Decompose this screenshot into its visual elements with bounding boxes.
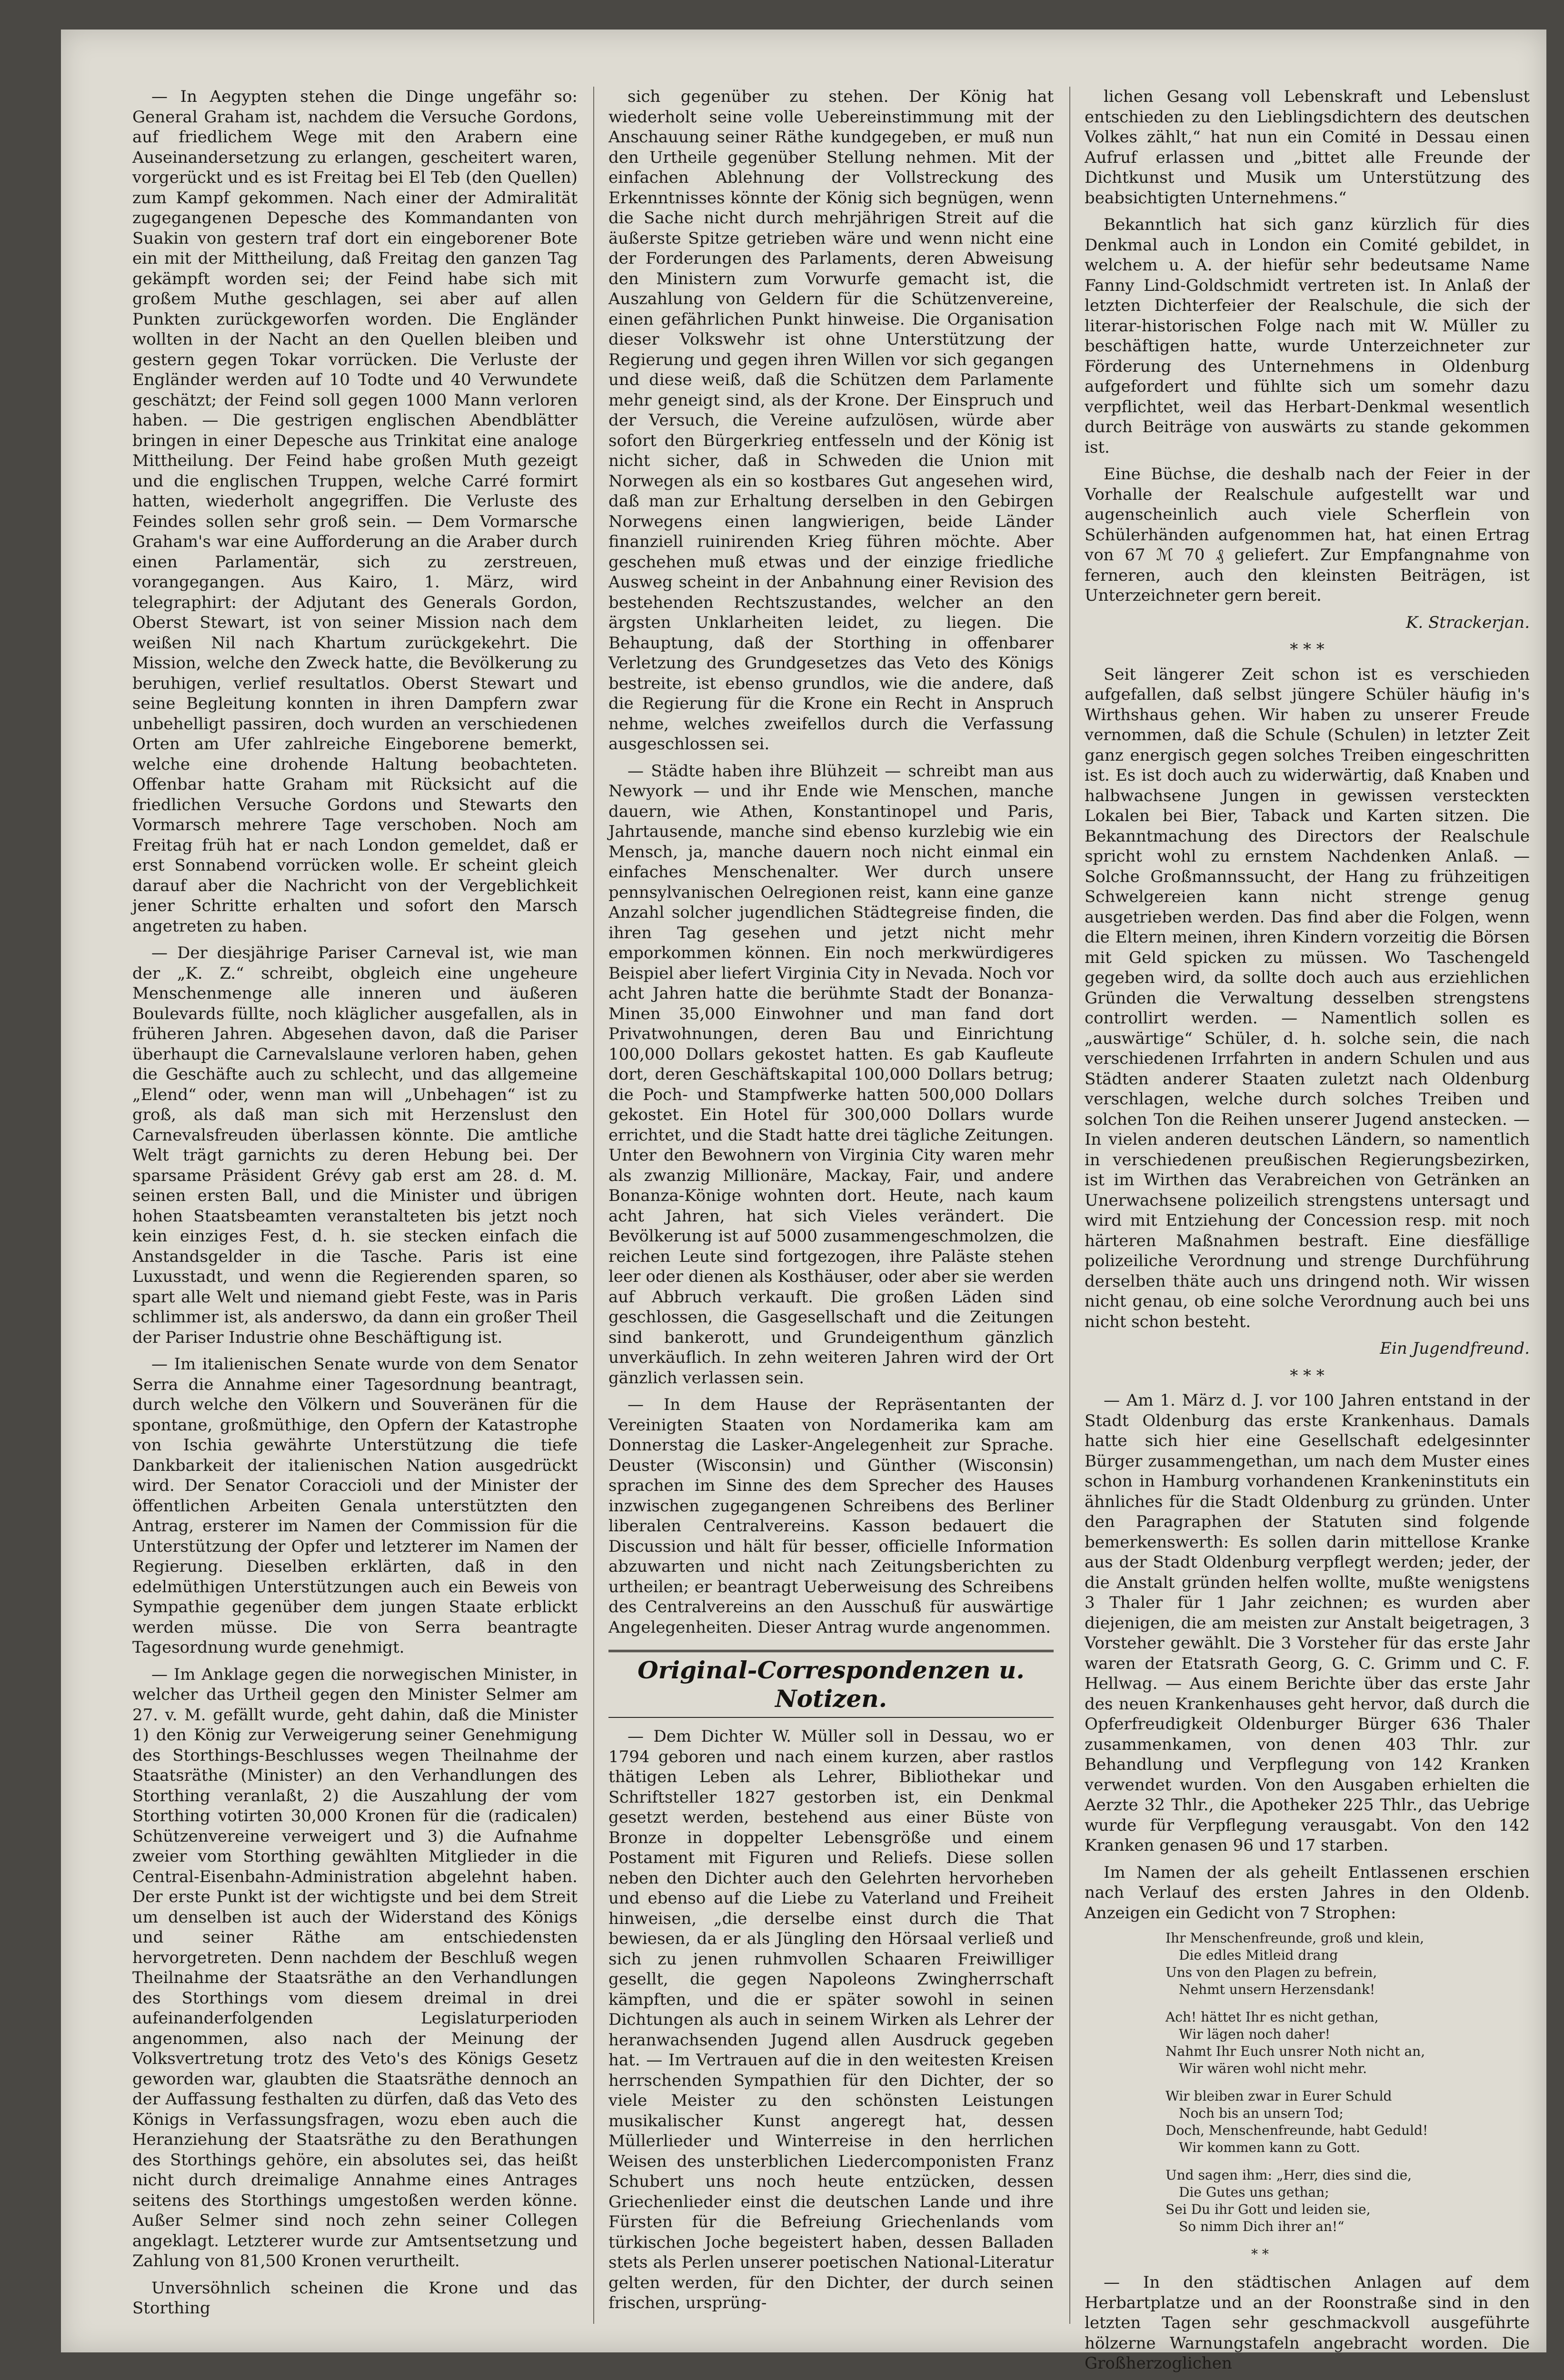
column-right: [1085, 87, 1530, 2380]
poem-stanza: [1166, 2167, 1530, 2235]
poem-line: Wir kommen kann zu Gott.: [1179, 2140, 1360, 2155]
poem-line: Sei Du ihr Gott und leiden sie,: [1166, 2202, 1371, 2217]
poem-line: Die Gutes uns gethan;: [1179, 2184, 1329, 2200]
poem-line: Wir bleiben zwar in Eurer Schuld: [1166, 2088, 1392, 2104]
poem-line: Wir wären wohl nicht mehr.: [1179, 2061, 1367, 2076]
column-divider: [593, 87, 594, 2324]
poem-stanza: [1166, 2009, 1530, 2077]
article-italienischer-senat: — Im italienischen Senate wurde von dem Senator Serra die Annahme einer Tagesordnung beantragt, durch welche den Völkern und Souveränen für die spontane, großmüthige, den Opfern der Katastrophe von Ischia gewährte Unterstützung die tiefe Dankbarkeit der italienischen Nation ausgedrückt wird. Der Senator Coraccioli und der Minister der öffentlichen Arbeiten Genala unterstützten den Antrag, ersterer im Namen der Commission für die Unterstützung der Opfer und letzterer im Namen der Regierung. Dieselben erklärten, daß in den edelmüthigen Unterstützungen auch ein Beweis von Sympathie gegenüber dem jungen Staate erblickt werden müsse. Die von Serra beantragte Tagesordnung wurde genehmigt.: [132, 1355, 578, 1657]
poem-line: Doch, Menschenfreunde, habt Geduld!: [1166, 2122, 1428, 2138]
article-aegypten: — In Aegypten stehen die Dinge ungefähr so: General Graham ist, nachdem die Versuche Gordons, auf friedlichem Wege mit den Arabern eine Auseinandersetzung zu erlangen, gescheitert waren, vorgerückt und es ist Freitag bei El Teb (den Quellen) zum Kampf gekommen. Nach einer der Admiralität zugegangenen Depesche des Kommandanten von Suakin von gestern traf dort ein eingeborener Bote ein mit der Mittheilung, daß Freitag den ganzen Tag gekämpft worden sei; der Feind habe sich mit großem Muthe geschlagen, sei aber auf allen Punkten zurückgeworfen worden. Die Engländer wollten in der Nacht an den Quellen bleiben und gestern gegen Tokar vorrücken. Die Verluste der Engländer werden auf 10 Todte und 40 Verwundete geschätzt; der Feind soll gegen 1000 Mann verloren haben. — Die gestrigen englischen Abendblätter bringen in einer Depesche aus Trinkitat eine analoge Mittheilung. Der Feind habe großen Muth gezeigt und die englischen Truppen, welche Carré formirt hatten, wiederholt angegriffen. Die Verluste des Feindes sollen sehr groß sein. — Dem Vormarsche Graham's war eine Aufforderung an die Araber durch einen Parlamentär, sich zu zerstreuen, vorangegangen. Aus Kairo, 1. März, wird telegraphirt: der Adjutant des Generals Gordon, Oberst Stewart, ist von seiner Mission nach dem weißen Nil nach Khartum zurückgekehrt. Die Mission, welche den Zweck hatte, die Bevölkerung zu beruhigen, verlief resultatlos. Oberst Stewart und seine Begleitung konnten in ihren Dampfern zwar unbehelligt passiren, doch wurden an verschiedenen Orten am Ufer zahlreiche Eingeborene bemerkt, welche eine drohende Haltung beobachteten. Offenbar hatte Graham mit Rücksicht auf die friedlichen Versuche Gordons und Stewarts den Vormarsch mehrere Tage verschoben. Noch am Freitag früh hat er nach London gemeldet, daß er erst Sonnabend vorrücken wolle. Er scheint gleich darauf aber die Nachricht von der Vergeblichkeit jener Schritte erhalten und sofort den Marsch angetreten zu haben.: [132, 87, 578, 936]
signature-jugendfreund: Ein Jugendfreund.: [1380, 1339, 1530, 1358]
newspaper-page: [61, 30, 1546, 2373]
article-warnungstafeln: — In den städtischen Anlagen auf dem Herbartplatze und an der Roonstraße sind in den letzten Tagen sehr geschmackvoll ausgeführte hölzerne Warnungstafeln angebracht worden. Die Großherzoglichen: [1085, 2273, 1530, 2373]
poem-stanza: [1166, 2088, 1530, 2156]
poem-line: Ach! hättet Ihr es nicht gethan,: [1166, 2009, 1379, 2025]
article-mueller-continued: lichen Gesang voll Lebenskraft und Lebenslust entschieden zu den Lieblingsdichtern des deutschen Volkes zählt,“ hat nun ein Comité in Dessau einen Aufruf erlassen und „bittet alle Freunde der Dichtkunst und Musik um Unterstützung des beabsichtigten Unternehmens.“: [1085, 87, 1530, 208]
column-divider: [1069, 87, 1070, 2324]
poem-line: Nahmt Ihr Euch unsrer Noth nicht an,: [1166, 2043, 1425, 2059]
poem-line: So nimm Dich ihrer an!“: [1179, 2219, 1345, 2234]
article-wirthshaus: Seit längerer Zeit schon ist es verschieden aufgefallen, daß selbst jüngere Schüler häufig in's Wirthshaus gehen. Wir haben zu unserer Freude vernommen, daß die Schule (Schulen) in letzter Zeit ganz energisch gegen solches Treiben eingeschritten ist. Es ist doch auch zu widerwärtig, daß Knaben und halbwachsene Jungen in gewissen versteckten Lokalen bei Bier, Taback und Karten sitzen. Die Bekanntmachung des Directors der Realschule spricht wohl zu ernstem Nachdenken Anlaß. — Solche Großmannssucht, der Hang zu frühzeitigen Schwelgereien kann nicht strenge genug ausgetrieben werden. Das find aber die Folgen, wenn die Eltern meinen, ihren Kindern vorzeitig die Börsen mit Geld spicken zu müssen. Wo Taschengeld gegeben wird, da sollte doch auch aus erziehlichen Gründen die Verwaltung desselben strengstens controllirt werden. — Namentlich sollen es „auswärtige“ Schüler, d. h. solche sein, die nach verschiedenen Irrfahrten in andern Schulen und aus Städten anderer Staaten zuletzt nach Oldenburg verschlagen, welche durch solches Treiben und solchen Ton die Reihen unserer Jugend anstecken. — In vielen anderen deutschen Ländern, so namentlich in verschiedenen preußischen Regierungsbezirken, ist im Wirthen das Verabreichen von Getränken an Unerwachsene polizeilich strengstens untersagt und wird mit Entziehung der Concession resp. mit noch härteren Maßnahmen bestraft. Eine diesfällige polizeiliche Verordnung und strenge Durchführung derselben thäte auch uns dringend noth. Wir wissen nicht genau, ob eine solche Verordnung auch bei uns nicht schon besteht.: [1085, 664, 1530, 1331]
poem-stanza: [1166, 1930, 1530, 1998]
column-left: [132, 87, 578, 2325]
poem-line: Ihr Menschenfreunde, groß und klein,: [1166, 1930, 1425, 1946]
article-buechse: Eine Büchse, die deshalb nach der Feier in der Vorhalle der Realschule aufgestellt war und augenscheinlich auch viele Scherflein von Schülerhänden aufgenommen hat, hat einen Ertrag von 67 ℳ 70 ₰ geliefert. Zur Empfangnahme von ferneren, auch den kleinsten Beiträgen, ist Unterzeichneter gern bereit.: [1085, 465, 1530, 605]
article-lasker-angelegenheit: — In dem Hause der Repräsentanten der Vereinigten Staaten von Nordamerika kam am Donnerstag die Lasker-Angelegenheit zur Sprache. Deuster (Wisconsin) und Günther (Wisconsin) sprachen im Sinne des dem Sprecher des Hauses inzwischen zugegangenen Schreibens des Berliner liberalen Centralvereins. Kasson bedauert die Discussion und hält für besser, officielle Information abzuwarten und nicht nach Zeitungsberichten zu urtheilen; er beantragt Ueberweisung des Schreibens des Centralvereins an den Ausschuß für auswärtige Angelegenheiten. Dieser Antrag wurde angenommen.: [608, 1395, 1054, 1637]
poem-line: Die edles Mitleid drang: [1179, 1947, 1338, 1963]
article-norwegische-minister: — Im Anklage gegen die norwegischen Minister, in welcher das Urtheil gegen den Minister Selmer am 27. v. M. gefällt wurde, geht dahin, daß die Minister 1) den König zur Verweigerung seiner Genehmigung des Storthings-Beschlusses wegen Theilnahme der Staatsräthe (Minister) an den Verhandlungen des Storthing veranlaßt, 2) die Auszahlung der vom Storthing votirten 30,000 Kronen für die (radicalen) Schützenvereine verweigert und 3) die Aufnahme zweier vom Storthing gewählten Mitglieder in die Central-Eisenbahn-Administration abgelehnt haben. Der erste Punkt ist der wichtigste und bei dem Streit um denselben ist auch der Widerstand des Königs und seiner Räthe am entschiedensten hervorgetreten. Denn nachdem der Beschluß wegen Theilnahme der Staatsräthe an den Verhandlungen des Storthings vom diesem dreimal in drei aufeinanderfolgenden Legislaturperioden angenommen, also nach der Meinung der Volksvertretung trotz des Veto's des Königs Gesetz geworden war, glaubten die Staatsräthe dennoch an der Auffassung festhalten zu dürfen, daß das Veto des Königs in Verfassungsfragen, wozu eben auch die Heranziehung der Staatsräthe zu den Berathungen des Storthings gehöre, ein absolutes sei, das heißt nicht durch dreimalige Annahme eines Antrages seitens des Storthings umgestoßen werden könne. Außer Selmer sind noch zehn seiner Collegen angeklagt. Letzterer wurde zur Amtsentsetzung und Zahlung von 81,500 Kronen verurtheilt.: [132, 1665, 578, 2271]
poem-line: Noch bis an unsern Tod;: [1179, 2105, 1344, 2121]
article-continuation: Unversöhnlich scheinen die Krone und das Storthing: [132, 2278, 578, 2318]
signature-strackerjan: K. Strackerjan.: [1405, 613, 1530, 632]
article-staedte-blühzeit: — Städte haben ihre Blühzeit — schreibt man aus Newyork — und ihr Ende wie Menschen, manche dauern, wie Athen, Konstantinopel und Paris, Jahrtausende, manche sind ebenso kurzlebig wie ein Mensch, ja, manche dauern noch nicht einmal ein einfaches Menschenalter. Wer durch unsere pennsylvanischen Oelregionen reist, kann eine ganze Anzahl solcher jugendlichen Städtegreise finden, die ihren Tag gesehen und jetzt nicht mehr emporkommen können. Ein noch merkwürdigeres Beispiel aber liefert Virginia City in Nevada. Noch vor acht Jahren hatte die berühmte Stadt der Bonanza-Minen 35,000 Einwohner und man fand dort Privatwohnungen, deren Bau und Einrichtung 100,000 Dollars gekostet hatten. Es gab Kaufleute dort, deren Geschäftskapital 100,000 Dollars betrug; die Poch- und Stampfwerke hatten 500,000 Dollars gekostet. Ein Hotel für 300,000 Dollars wurde errichtet, und die Stadt hatte drei tägliche Zeitungen. Unter den Bewohnern von Virginia City waren mehr als zwanzig Millionäre, Mackay, Fair, und andere Bonanza-Könige wohnten dort. Heute, nach kaum acht Jahren, hat sich Vieles verändert. Die Bevölkerung ist auf 5000 zusammengeschmolzen, die reichen Leute sind fortgezogen, ihre Paläste stehen leer oder dienen als Kosthäuser, oder aber sie werden auf Abbruch verkauft. Die großen Läden sind geschlossen, die Gasgesellschaft und die Zeitungen sind bankerott, und Grundeigenthum gänzlich unverkäuflich. In zehn weiteren Jahren wird der Ort gänzlich verlassen sein.: [608, 761, 1054, 1388]
column-middle: [608, 87, 1054, 2320]
article-gedicht-intro: Im Namen der als geheilt Entlassenen erschien nach Verlauf des ersten Jahres in den Oldenb. Anzeigen ein Gedicht von 7 Strophen:: [1085, 1863, 1530, 1923]
section-heading: Original-Correspondenzen u. Notizen.: [608, 1650, 1054, 1718]
article-pariser-carneval: — Der diesjährige Pariser Carneval ist, wie man der „K. Z.“ schreibt, obgleich eine ungeheure Menschenmenge alle inneren und äußeren Boulevards füllte, noch kläglicher ausgefallen, als in früheren Jahren. Abgesehen davon, daß die Pariser überhaupt die Carnevalslaune verloren haben, gehen die Geschäfte auch zu schlecht, und das allgemeine „Elend“ oder, wenn man will „Unbehagen“ ist zu groß, als daß man sich mit Herzenslust den Carnevalsfreuden überlassen könnte. Die amtliche Welt trägt garnichts zu deren Hebung bei. Der sparsame Präsident Grévy gab erst am 28. d. M. seinen ersten Ball, und die Minister und übrigen hohen Staatsbeamten veranstalteten bis jetzt noch kein einziges Fest, d. h. sie stecken einfach die Anstandsgelder in die Tasche. Paris ist eine Luxusstadt, und wenn die Regierenden sparen, so spart alle Welt und niemand giebt Feste, was in Paris schlimmer ist, als anderswo, da dann ein großer Theil der Pariser Industrie ohne Beschäftigung ist.: [132, 943, 578, 1347]
separator-stars: * * *: [1290, 1366, 1325, 1385]
poem: [1166, 1930, 1530, 2263]
separator-stars: * * *: [1290, 640, 1325, 659]
poem-line: Wir lägen noch daher!: [1179, 2026, 1330, 2042]
poem-separator-stars: * *: [1251, 2246, 1269, 2262]
article-dichter-mueller: — Dem Dichter W. Müller soll in Dessau, wo er 1794 geboren und nach einem kurzen, aber rastlos thätigen Leben als Lehrer, Bibliothekar und Schriftsteller 1827 gestorben ist, ein Denkmal gesetzt werden, bestehend aus einer Büste von Bronze in doppelter Lebensgröße und einem Postament mit Figuren und Reliefs. Diese sollen neben den Dichter auch den Gelehrten hervorheben und ebenso auf die Liebe zu Vaterland und Freiheit hinweisen, „die derselbe einst durch die That bewiesen, da er als Jüngling den Hörsaal verließ und sich zu jenen ruhmvollen Schaaren Freiwilliger gesellt, die gegen Napoleons Zwingherrschaft kämpften, und die er später sowohl in seinen Dichtungen als auch in seinem Wirken als Lehrer der heranwachsenden Jugend allen Ausdruck gegeben hat. — Im Vertrauen auf die in den weitesten Kreisen herrschenden Sympathien für den Dichter, der so viele Meister zu den schönsten Leistungen musikalischer Kunst angeregt hat, dessen Müllerlieder und Winterreise in den herrlichen Weisen des unsterblichen Liedercomponisten Franz Schubert uns noch heute entzücken, dessen Griechenlieder einst die deutschen Lande und ihre Fürsten für die Befreiung Griechenlands vom türkischen Joche begeistert haben, dessen Balladen stets als Perlen unserer poetischen National-Literatur gelten werden, für den Dichter, der durch seinen frischen, ursprüng-: [608, 1727, 1054, 2312]
article-denkmal-london: Bekanntlich hat sich ganz kürzlich für dies Denkmal auch in London ein Comité gebildet, in welchem u. A. der hiefür sehr bedeutsame Name Fanny Lind-Goldschmidt vertreten ist. In Anlaß der letzten Dichterfeier der Realschule, die sich der literar-historischen Folge nach mit W. Müller zu beschäftigen hatte, wurde Unterzeichneter zur Förderung des Unternehmens in Oldenburg aufgefordert und fühlte sich um somehr dazu verpflichtet, weil das Herbart-Denkmal wesentlich durch Beiträge von auswärts zu stande gekommen ist.: [1085, 215, 1530, 457]
poem-line: Uns von den Plagen zu befrein,: [1166, 1964, 1377, 1980]
poem-line: Nehmt unsern Herzensdank!: [1179, 1982, 1375, 1997]
poem-line: Und sagen ihm: „Herr, dies sind die,: [1166, 2167, 1412, 2183]
article-krankenhaus: — Am 1. März d. J. vor 100 Jahren entstand in der Stadt Oldenburg das erste Krankenhaus. Damals hatte sich hier eine Gesellschaft edelgesinnter Bürger zusammengethan, um nach dem Muster eines schon in Hamburg vorhandenen Krankeninstituts ein ähnliches für die Stadt Oldenburg zu gründen. Unter den Paragraphen der Statuten sind folgende bemerkenswerth: Es sollen darin mittellose Kranke aus der Stadt Oldenburg verpflegt werden; jeder, der die Anstalt gründen helfen wollte, mußte wenigstens 3 Thaler für 1 Jahr zeichnen; es wurden aber diejenigen, die am meisten zur Anstalt beigetragen, 3 Vorsteher gewählt. Die 3 Vorsteher für das erste Jahr waren der Etatsrath Georg, G. C. Grimm und C. F. Hellwag. — Aus einem Berichte über das erste Jahr des neuen Krankenhauses geht hervor, daß durch die Opferfreudigkeit Oldenburger Bürger 636 Thaler zusammenkamen, von denen 403 Thlr. zur Behandlung und Verpflegung von 142 Kranken verwendet wurden. Von den Ausgaben erhielten die Aerzte 32 Thlr., die Apotheker 225 Thlr., das Uebrige wurde für Verpflegung verausgabt. Von den 142 Kranken genasen 96 und 17 starben.: [1085, 1391, 1530, 1855]
article-norwegen-continued: sich gegenüber zu stehen. Der König hat wiederholt seine volle Uebereinstimmung mit der Anschauung seiner Räthe kundgegeben, er muß nun den Urtheile gegenüber Stellung nehmen. Mit der einfachen Ablehnung der Vollstreckung des Erkenntnisses könnte der König sich begnügen, wenn die Sache nicht durch mehrjährigen Streit auf die äußerste Spitze getrieben wäre und wenn nicht eine der Forderungen des Parlaments, deren Abweisung den Ministern zum Vorwurfe gemacht ist, die Auszahlung von Geldern für die Schützenvereine, einen gefährlichen Punkt hinweise. Die Organisation dieser Volkswehr ist ohne Unterstützung der Regierung und gegen ihren Willen vor sich gegangen und diese weiß, daß die Schützen dem Parlamente mehr geneigt sind, als der Krone. Der Einspruch und der Versuch, die Vereine aufzulösen, würde aber sofort den Bürgerkrieg entfesseln und der König ist nicht sicher, daß in Schweden die Union mit Norwegen als ein so kostbares Gut angesehen wird, daß man zur Erhaltung derselben in den Gebirgen Norwegens einen langwierigen, beide Länder finanziell ruinirenden Krieg führen möchte. Aber geschehen muß etwas und der einzige friedliche Ausweg scheint in der Anbahnung einer Revision des bestehenden Rechtszustandes, welcher an den ärgsten Unklarheiten leidet, zu liegen. Die Behauptung, daß der Storthing in offenbarer Verletzung des Grundgesetzes das Veto des Königs bestreite, ist ebenso grundlos, wie die andere, daß die Regierung für die Krone ein Recht in Anspruch nehme, welches zweifellos durch die Verfassung ausgeschlossen sei.: [608, 87, 1054, 754]
